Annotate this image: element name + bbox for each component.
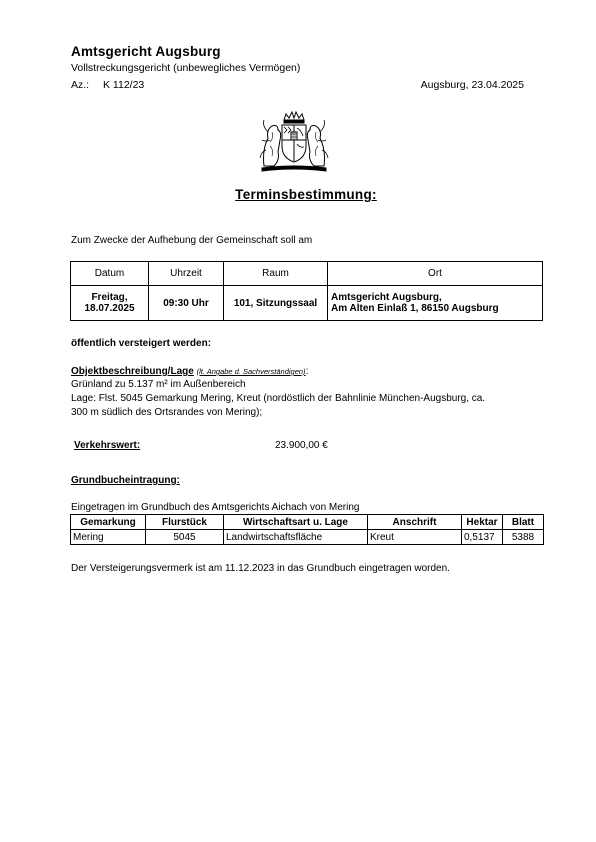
court-name: Amtsgericht Augsburg <box>71 44 221 59</box>
table-row <box>71 530 544 545</box>
object-line-1: Grünland zu 5.137 m² im Außenbereich <box>71 379 246 390</box>
intro-text: Zum Zwecke der Aufhebung der Gemeinschaft soll am <box>71 235 313 246</box>
land-register-intro: Eingetragen im Grundbuch des Amtsgerichts Aichach von Mering <box>71 502 360 513</box>
cell-flurstueck: 5045 <box>146 530 224 545</box>
object-line-3: 300 m südlich des Ortsrandes von Mering); <box>71 407 263 418</box>
case-number <box>71 79 144 91</box>
case-number-label: Az.: <box>71 79 90 91</box>
location-court: Amtsgericht Augsburg, <box>331 292 442 303</box>
location-address: Am Alten Einlaß 1, 86150 Augsburg <box>331 303 499 314</box>
object-line-2: Lage: Flst. 5045 Gemarkung Mering, Kreut (nordöstlich der Bahnlinie München-Augsburg, ca. <box>71 393 486 404</box>
appointment-room: 101, Sitzungssaal <box>224 286 328 321</box>
header-location: Ort <box>328 262 543 286</box>
cell-hektar: 0,5137 <box>462 530 503 545</box>
cell-blatt: 5388 <box>503 530 544 545</box>
appointment-location <box>328 286 543 321</box>
appointment-weekday: Freitag, <box>91 292 128 303</box>
table-header-row <box>71 515 544 530</box>
object-heading-note: (lt. Angabe d. Sachverständigen) <box>196 367 306 376</box>
header-time: Uhrzeit <box>149 262 224 286</box>
header-wirtschaftsart: Wirtschaftsart u. Lage <box>224 515 368 530</box>
table-header-row <box>71 262 543 286</box>
appointment-date-value: 18.07.2025 <box>84 303 135 314</box>
header-room: Raum <box>224 262 328 286</box>
market-value-amount: 23.900,00 € <box>275 440 328 451</box>
cell-anschrift: Kreut <box>368 530 462 545</box>
court-department: Vollstreckungsgericht (unbewegliches Vermögen) <box>71 62 301 74</box>
market-value-label: Verkehrswert: <box>74 440 141 451</box>
bavarian-coat-of-arms-icon <box>258 110 330 174</box>
cell-gemarkung: Mering <box>71 530 146 545</box>
place-date: Augsburg, 23.04.2025 <box>420 79 524 91</box>
object-heading-colon: : <box>305 366 309 377</box>
appointment-time: 09:30 Uhr <box>149 286 224 321</box>
case-number-value: K 112/23 <box>103 79 145 91</box>
land-register-table <box>70 514 544 545</box>
appointment-date <box>71 286 149 321</box>
table-row <box>71 286 543 321</box>
header-gemarkung: Gemarkung <box>71 515 146 530</box>
header-hektar: Hektar <box>462 515 503 530</box>
object-heading <box>71 366 308 377</box>
header-blatt: Blatt <box>503 515 544 530</box>
cell-wirtschaftsart: Landwirtschaftsfläche <box>224 530 368 545</box>
appointment-table <box>70 261 543 321</box>
land-register-heading: Grundbucheintragung: <box>71 475 180 486</box>
object-heading-label: Objektbeschreibung/Lage <box>71 366 194 377</box>
header-flurstueck: Flurstück <box>146 515 224 530</box>
header-date: Datum <box>71 262 149 286</box>
auction-text: öffentlich versteigert werden: <box>71 338 212 349</box>
footer-note: Der Versteigerungsvermerk ist am 11.12.2023 in das Grundbuch eingetragen worden. <box>71 563 450 574</box>
document-title: Terminsbestimmung: <box>235 187 377 202</box>
header-anschrift: Anschrift <box>368 515 462 530</box>
